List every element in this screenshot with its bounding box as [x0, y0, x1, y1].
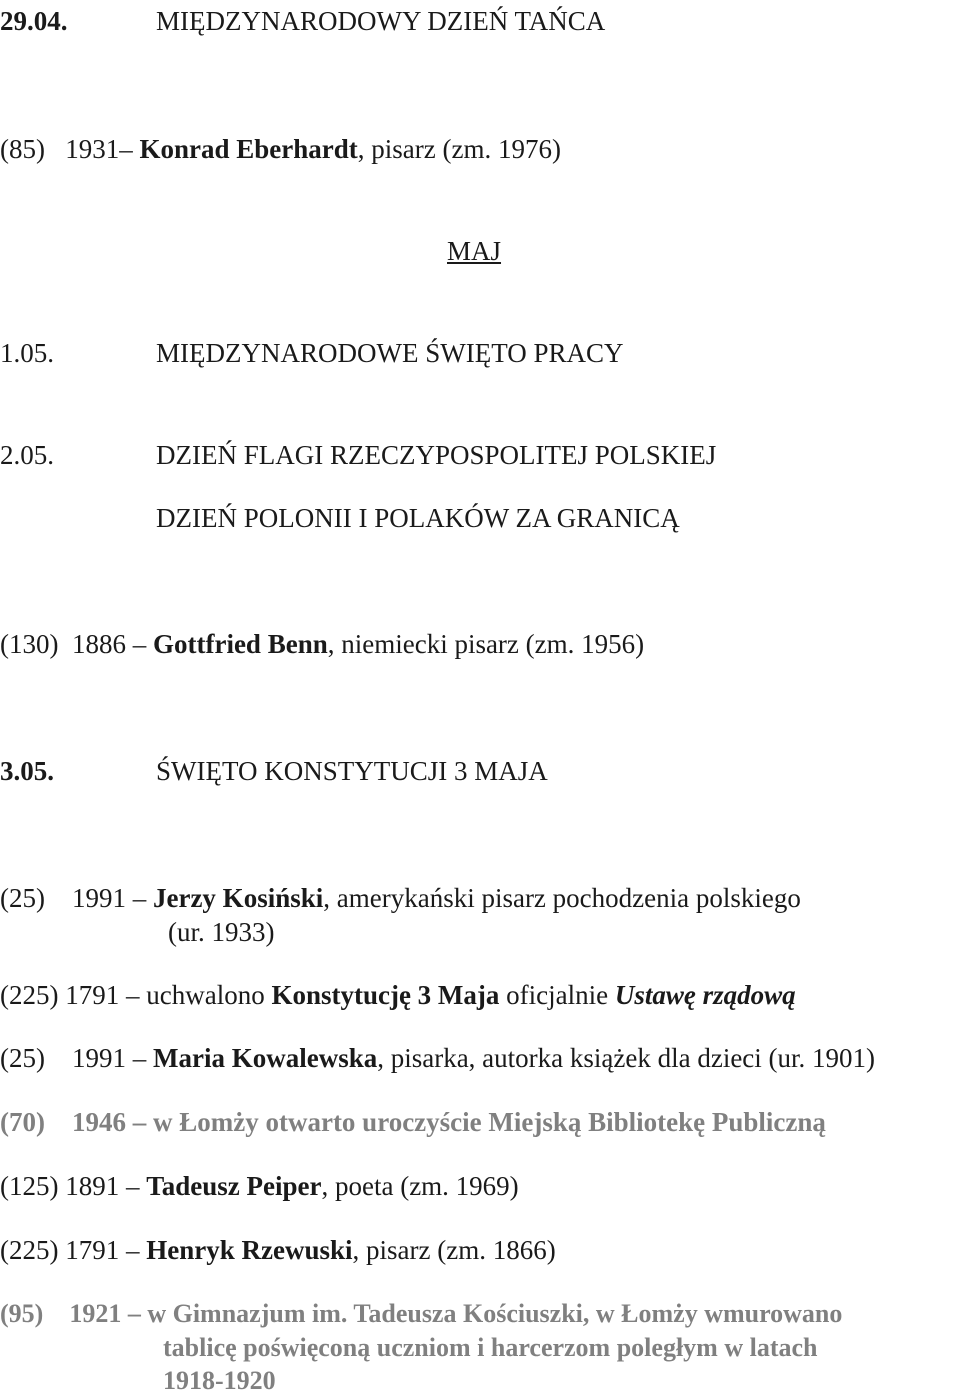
anniversary-count: (25) [0, 1043, 45, 1073]
person-name: Henryk Rzewuski [146, 1235, 353, 1265]
section-title-2: DZIEŃ POLONII I POLAKÓW ZA GRANICĄ [156, 503, 680, 533]
dash: – [125, 1235, 140, 1265]
dash: – [125, 1171, 140, 1201]
year: 1791 [65, 1235, 120, 1265]
entry-description: , pisarz (zm. 1976) [357, 134, 561, 164]
entry-rzewuski [0, 1237, 556, 1264]
dash: – [132, 883, 147, 913]
month-heading [447, 238, 501, 265]
entry-description: , amerykański pisarz pochodzenia polskiego [323, 883, 801, 913]
year: 1791 [65, 980, 120, 1010]
date-label: 1.05. [0, 338, 54, 368]
dash: – [125, 980, 140, 1010]
person-name: Maria Kowalewska [152, 1043, 378, 1073]
year: 1891 [65, 1171, 120, 1201]
year: 1886 [71, 629, 126, 659]
dash: – [119, 134, 133, 164]
entry-text-line-1: 1921 – w Gimnazjum im. Tadeusza Kościuszki, w Łomży wmurowano [69, 1299, 843, 1328]
entry-kosinski [0, 885, 801, 912]
section-title: MIĘDZYNARODOWE ŚWIĘTO PRACY [156, 338, 624, 368]
section-flag-day-subtitle [156, 505, 680, 532]
document-official-name: Ustawę rządową [614, 980, 796, 1010]
dash: – [132, 1043, 147, 1073]
entry-prefix: uchwalono [146, 980, 265, 1010]
month-title: MAJ [447, 236, 502, 266]
person-name: Gottfried Benn [152, 629, 328, 659]
entry-description: , poeta (zm. 1969) [321, 1171, 519, 1201]
year: 1931 [65, 134, 120, 164]
anniversary-count: (95) [0, 1299, 44, 1328]
entry-benn [0, 631, 644, 658]
entry-kosinski-continuation [168, 919, 274, 946]
anniversary-count: (125) [0, 1171, 59, 1201]
date-label: 2.05. [0, 440, 54, 470]
entry-middle: oficjalnie [506, 980, 609, 1010]
entry-text: 1946 – w Łomży otwarto uroczyście Miejską Bibliotekę Publiczną [71, 1107, 826, 1137]
anniversary-count: (85) [0, 134, 45, 164]
entry-gimnazjum [0, 1301, 842, 1327]
section-title: ŚWIĘTO KONSTYTUCJI 3 MAJA [156, 756, 548, 786]
section-title: MIĘDZYNARODOWY DZIEŃ TAŃCA [156, 6, 606, 36]
date-label: 3.05. [0, 756, 54, 786]
document-name: Konstytucję 3 Maja [271, 980, 500, 1010]
entry-description: , pisarka, autorka książek dla dzieci (ur. 1901) [377, 1043, 876, 1073]
date-label: 29.04. [0, 6, 68, 36]
section-title: DZIEŃ FLAGI RZECZYPOSPOLITEJ POLSKIEJ [156, 440, 717, 470]
anniversary-count: (70) [0, 1107, 45, 1137]
entry-description: , pisarz (zm. 1866) [352, 1235, 556, 1265]
entry-description: , niemiecki pisarz (zm. 1956) [327, 629, 645, 659]
entry-text-line-3: 1918-1920 [163, 1366, 276, 1395]
person-name: Tadeusz Peiper [146, 1171, 322, 1201]
year: 1991 [71, 883, 126, 913]
person-name: Konrad Eberhardt [139, 134, 358, 164]
anniversary-count: (225) [0, 1235, 59, 1265]
entry-konstytucja [0, 982, 796, 1009]
entry-continuation: (ur. 1933) [168, 917, 275, 947]
person-name: Jerzy Kosiński [152, 883, 324, 913]
entry-biblioteka [0, 1109, 826, 1136]
entry-kowalewska [0, 1045, 875, 1072]
anniversary-count: (130) [0, 629, 59, 659]
entry-eberhardt [0, 136, 561, 163]
entry-text-line-2: tablicę poświęconą uczniom i harcerzom poległym w latach [163, 1333, 818, 1362]
entry-gimnazjum-line-2 [163, 1335, 817, 1361]
dash: – [132, 629, 147, 659]
anniversary-count: (25) [0, 883, 45, 913]
year: 1991 [71, 1043, 126, 1073]
entry-peiper [0, 1173, 519, 1200]
entry-gimnazjum-line-3 [163, 1368, 276, 1394]
anniversary-count: (225) [0, 980, 59, 1010]
